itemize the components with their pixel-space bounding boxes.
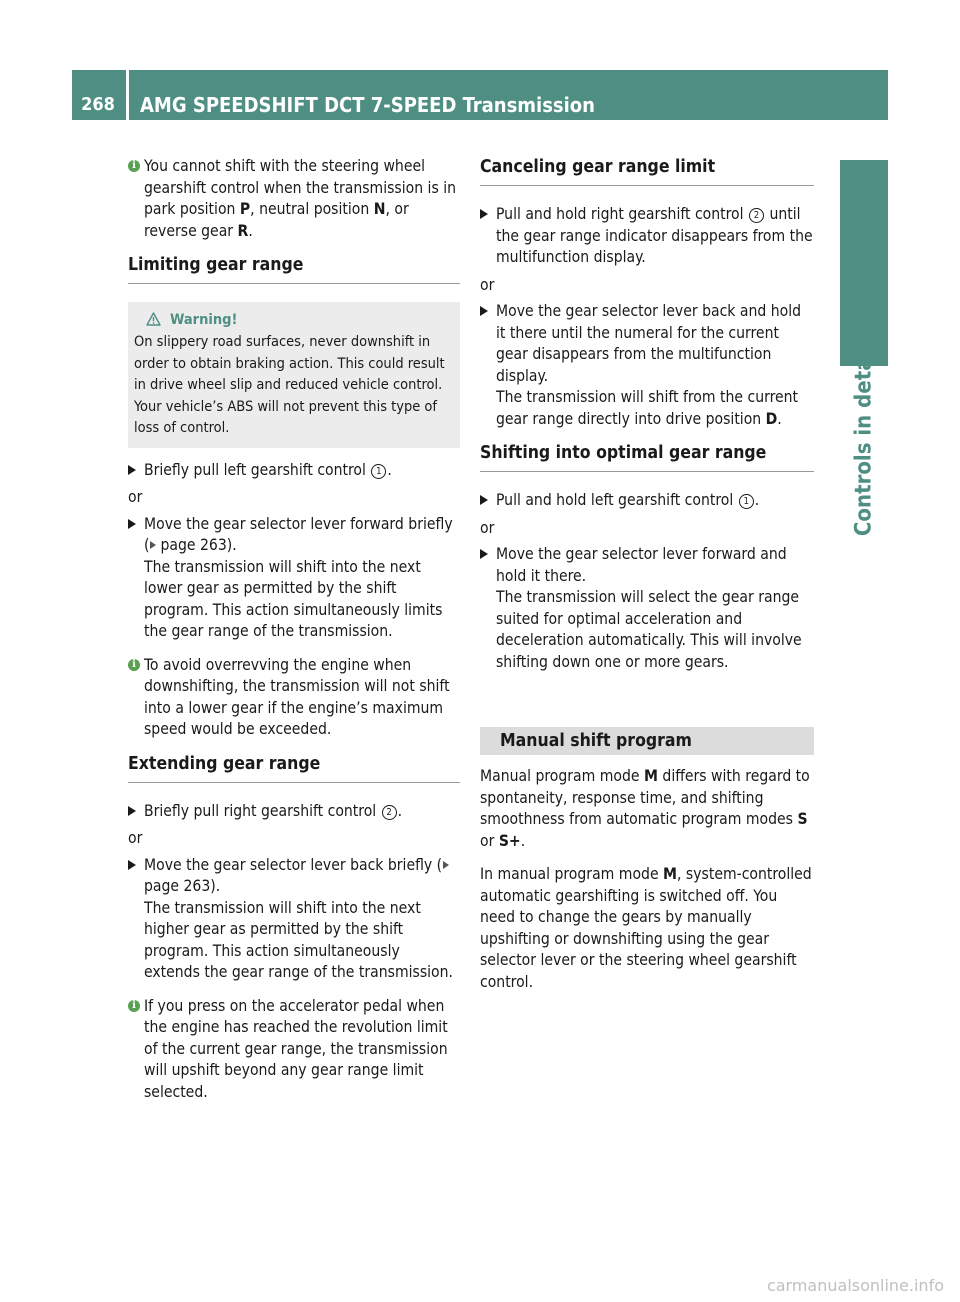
side-tab-label: Controls in detail	[851, 343, 877, 537]
step-item: Pull and hold right gearshift control 2 until the gear range indicator disappears from the multifunction display.	[480, 204, 814, 269]
step-item: Move the gear selector lever back briefly (page 263). The transmission will shift into the next higher gear as permitted by the shift program. This action simultaneously extends the gear range of the transmission.	[128, 855, 460, 984]
step-item: Move the gear selector lever forward briefly ( page 263). The transmission will shift into the next lower gear as permitted by the shift program. This action simultaneously limits the gear range of the transmission.	[128, 514, 460, 643]
header-title: AMG SPEEDSHIFT DCT 7-SPEED Transmission	[140, 93, 595, 117]
side-tab-marker	[840, 160, 888, 366]
control-marker: 2	[382, 805, 397, 820]
page-reference-link[interactable]: page 263).	[144, 877, 221, 895]
warning-title: Warning!	[134, 310, 454, 332]
step-arrow-icon	[480, 306, 488, 316]
page-number: 268	[81, 94, 115, 115]
step-arrow-icon	[480, 495, 488, 505]
or-label: or	[128, 488, 143, 506]
warning-triangle-icon	[146, 312, 161, 334]
control-marker: 1	[371, 464, 386, 479]
warning-text: On slippery road surfaces, never downshift in order to obtain braking action. This could result in drive wheel slip and reduced vehicle control. Your vehicle’s ABS will not prevent this type of loss of control.	[134, 334, 445, 436]
warning-box	[128, 302, 460, 448]
step-arrow-icon	[480, 209, 488, 219]
section-heading-optimal: Shifting into optimal gear range	[480, 442, 814, 472]
or-label: or	[480, 518, 495, 537]
step-item: Briefly pull left gearshift control 1 .	[128, 460, 460, 482]
page-reference-link[interactable]: page 263).	[160, 536, 237, 554]
info-note: i If you press on the accelerator pedal when the engine has reached the revolution limit of the current gear range, the transmission will upshift beyond any gear range limit selected.	[128, 996, 460, 1104]
section-heading-limiting: Limiting gear range	[128, 254, 460, 284]
info-icon: i	[128, 160, 140, 172]
paragraph: In manual program mode M, system-controlled automatic gearshifting is switched off. You need to change the gears by manually upshifting or downshifting using the gear selector lever or the steering wheel gearshift control.	[480, 865, 812, 991]
section-heading-canceling: Canceling gear range limit	[480, 156, 814, 186]
left-column	[128, 156, 460, 1115]
info-note: i To avoid overrevving the engine when downshifting, the transmission will not shift into a lower gear if the engine’s maximum speed would be exceeded.	[128, 655, 460, 741]
step-item: Move the gear selector lever forward and hold it there. The transmission will select the gear range suited for optimal acceleration and deceleration automatically. This will involve shifting down one or more gears.	[480, 544, 814, 673]
or-label: or	[480, 275, 495, 294]
step-item: Move the gear selector lever back and hold it there until the numeral for the current gear disappears from the multifunction display. The transmission will shift from the current gear range directly into drive position D.	[480, 301, 814, 430]
step-item: Pull and hold left gearshift control 1 .	[480, 490, 814, 512]
step-arrow-icon	[128, 465, 136, 475]
step-item: Briefly pull right gearshift control 2 .	[128, 801, 460, 823]
info-icon: i	[128, 1000, 140, 1012]
paragraph: Manual program mode M differs with regard to spontaneity, response time, and shifting smoothness from automatic program modes S or S+.	[480, 767, 810, 850]
header-divider	[126, 70, 129, 120]
step-arrow-icon	[480, 549, 488, 559]
page-reference-icon	[443, 861, 449, 869]
page-reference-icon	[150, 541, 156, 549]
or-label: or	[128, 829, 143, 847]
right-column	[480, 156, 814, 1005]
page-header	[72, 70, 888, 120]
manual-shift-program-heading: Manual shift program	[480, 727, 814, 755]
step-arrow-icon	[128, 806, 136, 816]
control-marker: 2	[749, 208, 764, 223]
watermark: carmanualsonline.info	[766, 1276, 944, 1295]
info-icon: i	[128, 659, 140, 671]
step-arrow-icon	[128, 860, 136, 870]
info-note: i You cannot shift with the steering wheel gearshift control when the transmission is in park position P, neutral position N, or reverse gear R.	[128, 156, 460, 242]
section-heading-extending: Extending gear range	[128, 753, 460, 783]
control-marker: 1	[739, 494, 754, 509]
step-arrow-icon	[128, 519, 136, 529]
